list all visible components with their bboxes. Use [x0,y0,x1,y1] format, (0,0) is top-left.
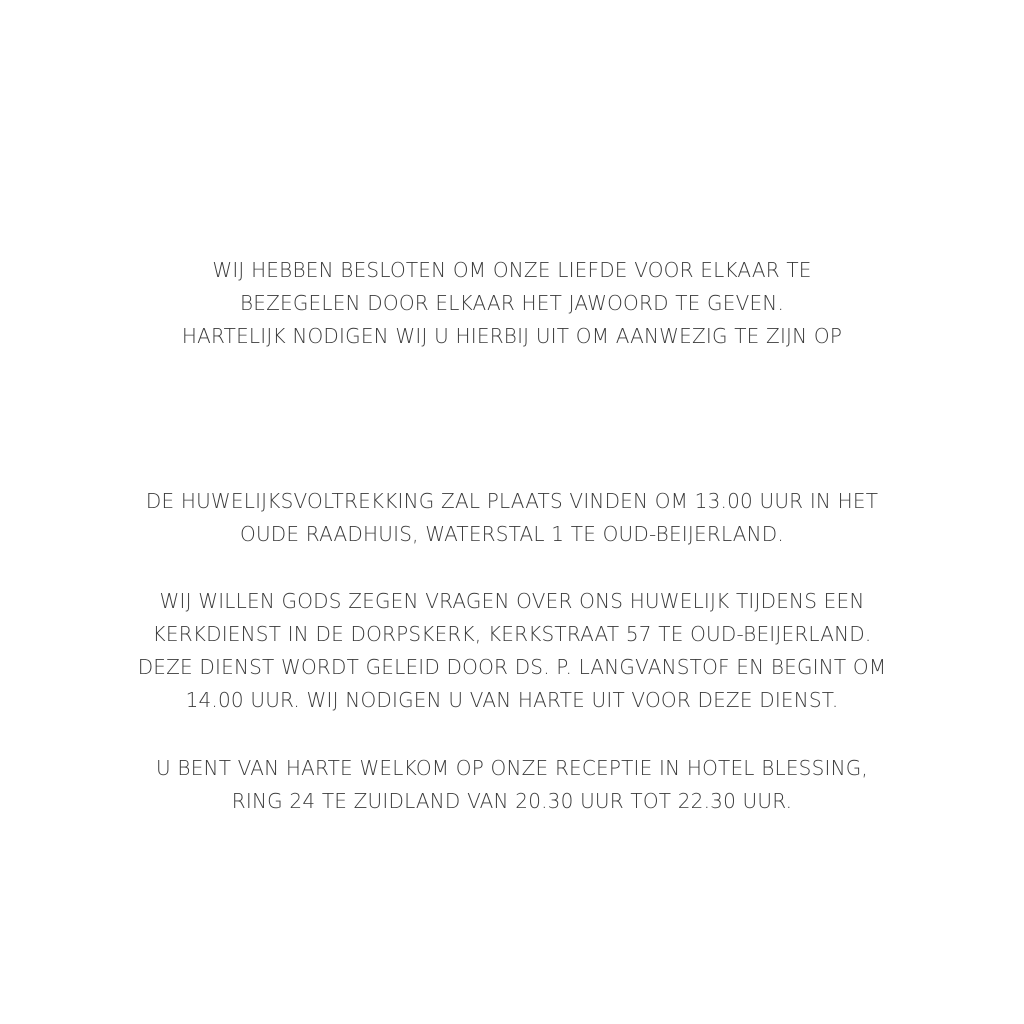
reception-line: RING 24 TE ZUIDLAND VAN 20.30 UUR TOT 22.30 UUR. [231,789,793,813]
ceremony-line: OUDE RAADHUIS, WATERSTAL 1 TE OUD-BEIJERLAND. [240,522,784,546]
ceremony-paragraph [0,485,1024,551]
ceremony-line: DE HUWELIJKSVOLTREKKING ZAL PLAATS VINDEN OM 13.00 UUR IN HET [145,489,879,513]
intro-line: WIJ HEBBEN BESLOTEN OM ONZE LIEFDE VOOR ELKAAR TE [212,258,812,282]
church-service-line: 14.00 UUR. WIJ NODIGEN U VAN HARTE UIT VOOR DEZE DIENST. [185,688,839,712]
church-service-paragraph [0,585,1024,717]
reception-line: U BENT VAN HARTE WELKOM OP ONZE RECEPTIE IN HOTEL BLESSING, [156,756,868,780]
church-service-line: DEZE DIENST WORDT GELEID DOOR DS. P. LANGVANSTOF EN BEGINT OM [137,655,887,679]
intro-line: HARTELIJK NODIGEN WIJ U HIERBIJ UIT OM AANWEZIG TE ZIJN OP [181,324,843,348]
intro-line: BEZEGELEN DOOR ELKAAR HET JAWOORD TE GEVEN. [239,291,785,315]
church-service-line: KERKDIENST IN DE DORPSKERK, KERKSTRAAT 57 TE OUD-BEIJERLAND. [152,622,872,646]
reception-paragraph [0,752,1024,818]
church-service-line: WIJ WILLEN GODS ZEGEN VRAGEN OVER ONS HUWELIJK TIJDENS EEN [159,589,865,613]
intro-paragraph [0,254,1024,353]
